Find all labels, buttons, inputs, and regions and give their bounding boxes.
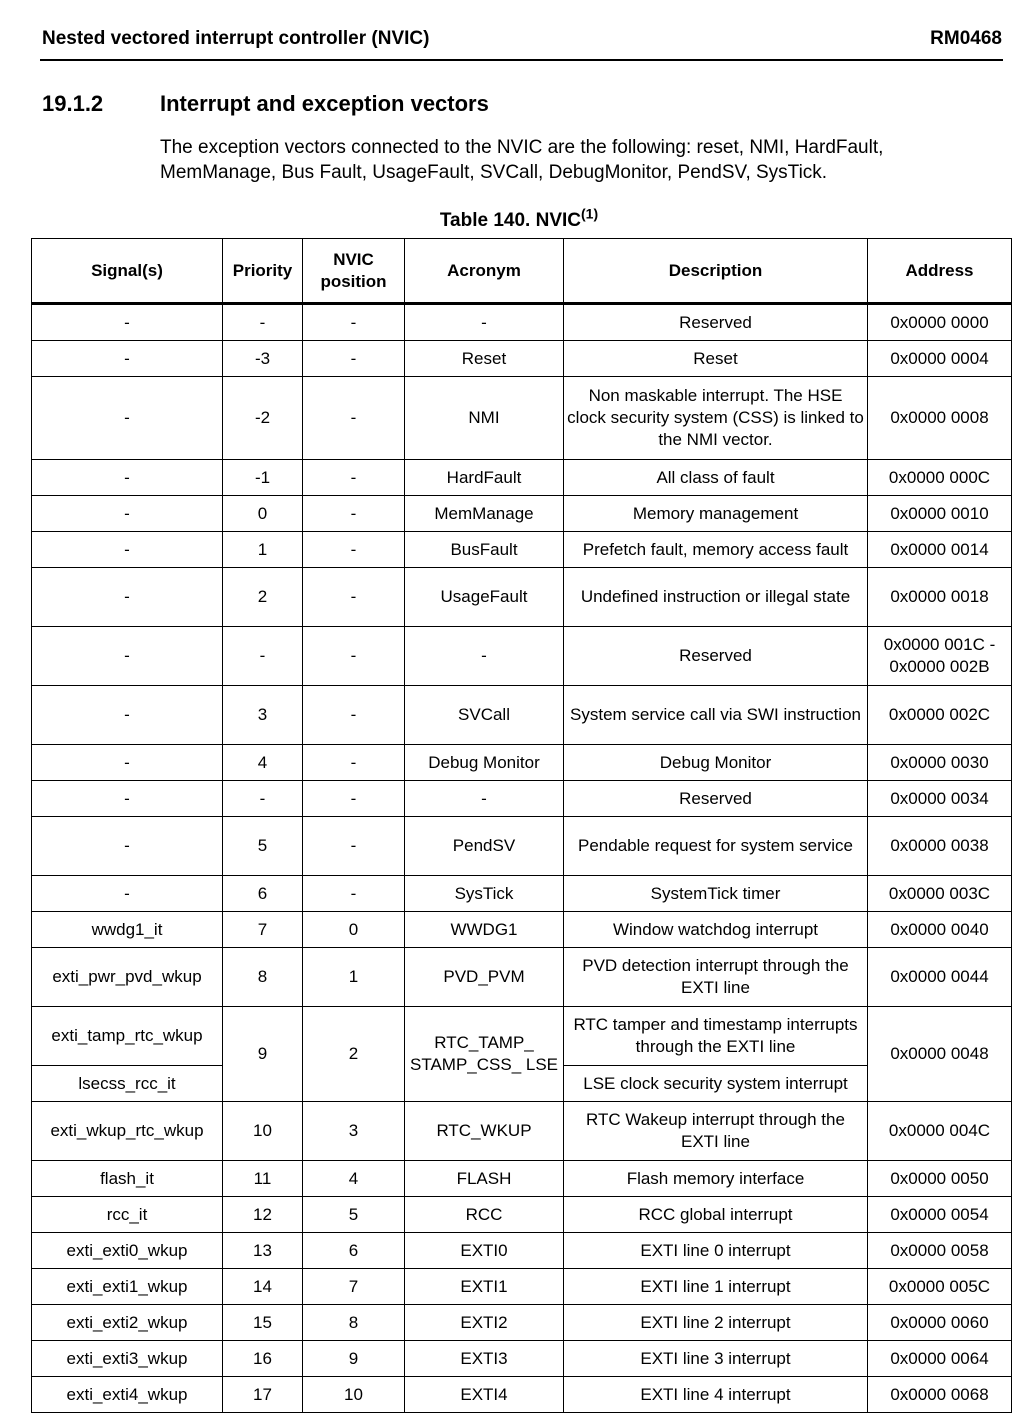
cell-description: Debug Monitor [564, 745, 868, 781]
cell-position: - [303, 817, 405, 876]
cell-acronym: BusFault [405, 532, 564, 568]
cell-description: EXTI line 4 interrupt [564, 1377, 868, 1413]
cell-signal: - [32, 496, 223, 532]
cell-acronym: Debug Monitor [405, 745, 564, 781]
running-header-title: Nested vectored interrupt controller (NVIC) [42, 28, 430, 49]
cell-signal: - [32, 568, 223, 627]
cell-address: 0x0000 0034 [868, 781, 1012, 817]
cell-priority: 8 [223, 948, 303, 1007]
cell-description: EXTI line 0 interrupt [564, 1233, 868, 1269]
table-caption [0, 205, 1024, 234]
cell-acronym: UsageFault [405, 568, 564, 627]
table-caption-text: Table 140. NVIC [439, 210, 582, 231]
table-body [32, 304, 1012, 1413]
cell-position: - [303, 304, 405, 341]
cell-position: 8 [303, 1305, 405, 1341]
cell-signal: exti_exti1_wkup [32, 1269, 223, 1305]
table-row [32, 341, 1012, 377]
table-caption-footnote-ref: (1) [581, 205, 599, 222]
cell-priority: 2 [223, 568, 303, 627]
cell-priority: 14 [223, 1269, 303, 1305]
cell-address: 0x0000 0068 [868, 1377, 1012, 1413]
cell-position: - [303, 341, 405, 377]
cell-address: 0x0000 0048 [868, 1007, 1012, 1102]
column-header: NVIC position [303, 239, 405, 304]
cell-priority: - [223, 304, 303, 341]
cell-signal: exti_exti0_wkup [32, 1233, 223, 1269]
cell-acronym: PendSV [405, 817, 564, 876]
cell-address: 0x0000 0064 [868, 1341, 1012, 1377]
table-row [32, 1377, 1012, 1413]
cell-priority: 17 [223, 1377, 303, 1413]
cell-description: System service call via SWI instruction [564, 686, 868, 745]
table-row [32, 568, 1012, 627]
cell-position: 0 [303, 912, 405, 948]
cell-acronym: HardFault [405, 460, 564, 496]
table-row [32, 686, 1012, 745]
cell-signal: exti_tamp_rtc_wkup [32, 1007, 223, 1066]
section-title: Interrupt and exception vectors [160, 91, 489, 116]
cell-signal: - [32, 460, 223, 496]
cell-signal: wwdg1_it [32, 912, 223, 948]
cell-acronym: EXTI0 [405, 1233, 564, 1269]
cell-description: RTC Wakeup interrupt through the EXTI line [564, 1102, 868, 1161]
cell-description: SystemTick timer [564, 876, 868, 912]
cell-priority: -1 [223, 460, 303, 496]
cell-signal: exti_exti3_wkup [32, 1341, 223, 1377]
cell-priority: 4 [223, 745, 303, 781]
cell-priority: 10 [223, 1102, 303, 1161]
cell-acronym: RCC [405, 1197, 564, 1233]
cell-priority: 16 [223, 1341, 303, 1377]
cell-priority: 15 [223, 1305, 303, 1341]
cell-address: 0x0000 0004 [868, 341, 1012, 377]
cell-priority: 3 [223, 686, 303, 745]
cell-address: 0x0000 005C [868, 1269, 1012, 1305]
table-row [32, 496, 1012, 532]
section-number: 19.1.2 [42, 91, 104, 116]
cell-address: 0x0000 0044 [868, 948, 1012, 1007]
cell-description: Non maskable interrupt. The HSE clock security system (CSS) is linked to the NMI vector. [564, 377, 868, 460]
cell-signal: - [32, 745, 223, 781]
cell-description: Window watchdog interrupt [564, 912, 868, 948]
table-row [32, 912, 1012, 948]
cell-address: 0x0000 0000 [868, 304, 1012, 341]
table-row [32, 1161, 1012, 1197]
cell-address: 0x0000 0058 [868, 1233, 1012, 1269]
cell-signal: - [32, 876, 223, 912]
cell-description: EXTI line 2 interrupt [564, 1305, 868, 1341]
cell-address: 0x0000 0054 [868, 1197, 1012, 1233]
cell-priority: -3 [223, 341, 303, 377]
table-row [32, 627, 1012, 686]
cell-address: 0x0000 002C [868, 686, 1012, 745]
cell-signal: - [32, 686, 223, 745]
cell-position: - [303, 686, 405, 745]
cell-priority: 1 [223, 532, 303, 568]
cell-position: 4 [303, 1161, 405, 1197]
cell-description: EXTI line 3 interrupt [564, 1341, 868, 1377]
table-row [32, 1341, 1012, 1377]
cell-acronym: WWDG1 [405, 912, 564, 948]
cell-description: Pendable request for system service [564, 817, 868, 876]
cell-position: - [303, 568, 405, 627]
section-intro-paragraph: The exception vectors connected to the NVIC are the following: reset, NMI, HardFault, MemManage, Bus Fault, UsageFault, SVCall, DebugMonitor, PendSV, SysTick. [160, 137, 884, 183]
cell-signal: - [32, 532, 223, 568]
cell-description: Undefined instruction or illegal state [564, 568, 868, 627]
table-row [32, 1269, 1012, 1305]
cell-address: 0x0000 004C [868, 1102, 1012, 1161]
cell-description: All class of fault [564, 460, 868, 496]
cell-address: 0x0000 0008 [868, 377, 1012, 460]
cell-priority: 0 [223, 496, 303, 532]
cell-description: Reserved [564, 627, 868, 686]
table-row [32, 745, 1012, 781]
cell-position: - [303, 496, 405, 532]
cell-address: 0x0000 0030 [868, 745, 1012, 781]
cell-signal: - [32, 377, 223, 460]
cell-position: 1 [303, 948, 405, 1007]
nvic-table [31, 238, 1012, 1413]
cell-position: - [303, 377, 405, 460]
cell-address: 0x0000 0050 [868, 1161, 1012, 1197]
cell-description: PVD detection interrupt through the EXTI line [564, 948, 868, 1007]
cell-priority: 6 [223, 876, 303, 912]
cell-signal: rcc_it [32, 1197, 223, 1233]
cell-acronym: EXTI2 [405, 1305, 564, 1341]
cell-priority: - [223, 627, 303, 686]
cell-priority: -2 [223, 377, 303, 460]
cell-signal: - [32, 817, 223, 876]
cell-acronym: FLASH [405, 1161, 564, 1197]
cell-priority: 9 [223, 1007, 303, 1102]
cell-address: 0x0000 0060 [868, 1305, 1012, 1341]
cell-description: Flash memory interface [564, 1161, 868, 1197]
running-header-doc-id: RM0468 [930, 28, 1002, 49]
cell-description: EXTI line 1 interrupt [564, 1269, 868, 1305]
cell-priority: 12 [223, 1197, 303, 1233]
cell-acronym: SysTick [405, 876, 564, 912]
cell-position: 10 [303, 1377, 405, 1413]
cell-position: 7 [303, 1269, 405, 1305]
cell-priority: 13 [223, 1233, 303, 1269]
cell-description: RTC tamper and timestamp interrupts through the EXTI line [564, 1007, 868, 1066]
cell-priority: 5 [223, 817, 303, 876]
cell-acronym: MemManage [405, 496, 564, 532]
cell-signal: - [32, 627, 223, 686]
cell-position: 9 [303, 1341, 405, 1377]
cell-position: 3 [303, 1102, 405, 1161]
cell-signal: flash_it [32, 1161, 223, 1197]
cell-description: Reset [564, 341, 868, 377]
cell-signal: - [32, 781, 223, 817]
cell-signal: - [32, 341, 223, 377]
cell-signal: exti_exti4_wkup [32, 1377, 223, 1413]
cell-position: - [303, 532, 405, 568]
cell-signal: exti_wkup_rtc_wkup [32, 1102, 223, 1161]
column-header: Acronym [405, 239, 564, 304]
cell-acronym: RTC_TAMP_ STAMP_CSS_ LSE [405, 1007, 564, 1102]
table-row [32, 532, 1012, 568]
cell-signal: exti_pwr_pvd_wkup [32, 948, 223, 1007]
cell-address: 0x0000 0040 [868, 912, 1012, 948]
table-row [32, 1305, 1012, 1341]
cell-address: 0x0000 0018 [868, 568, 1012, 627]
cell-priority: 7 [223, 912, 303, 948]
cell-acronym: PVD_PVM [405, 948, 564, 1007]
header-divider [40, 59, 1003, 61]
table-row [32, 304, 1012, 341]
cell-description: Reserved [564, 781, 868, 817]
table-row [32, 1197, 1012, 1233]
table-row [32, 1233, 1012, 1269]
table-row [32, 781, 1012, 817]
cell-signal: exti_exti2_wkup [32, 1305, 223, 1341]
cell-priority: 11 [223, 1161, 303, 1197]
cell-address: 0x0000 001C - 0x0000 002B [868, 627, 1012, 686]
table-header-row [32, 239, 1012, 304]
cell-signal: - [32, 304, 223, 341]
cell-position: - [303, 876, 405, 912]
table-row [32, 876, 1012, 912]
column-header: Priority [223, 239, 303, 304]
cell-position: 6 [303, 1233, 405, 1269]
cell-signal: lsecss_rcc_it [32, 1066, 223, 1102]
cell-acronym: EXTI4 [405, 1377, 564, 1413]
table-row [32, 948, 1012, 1007]
cell-address: 0x0000 0014 [868, 532, 1012, 568]
cell-acronym: EXTI1 [405, 1269, 564, 1305]
cell-acronym: - [405, 781, 564, 817]
cell-position: 5 [303, 1197, 405, 1233]
table-row [32, 460, 1012, 496]
cell-position: 2 [303, 1007, 405, 1102]
cell-acronym: SVCall [405, 686, 564, 745]
cell-description: LSE clock security system interrupt [564, 1066, 868, 1102]
cell-position: - [303, 460, 405, 496]
cell-acronym: EXTI3 [405, 1341, 564, 1377]
cell-acronym: NMI [405, 377, 564, 460]
cell-description: Prefetch fault, memory access fault [564, 532, 868, 568]
cell-description: Reserved [564, 304, 868, 341]
table-row [32, 817, 1012, 876]
cell-address: 0x0000 0010 [868, 496, 1012, 532]
cell-acronym: Reset [405, 341, 564, 377]
cell-acronym: RTC_WKUP [405, 1102, 564, 1161]
cell-description: Memory management [564, 496, 868, 532]
cell-position: - [303, 745, 405, 781]
cell-address: 0x0000 000C [868, 460, 1012, 496]
column-header: Signal(s) [32, 239, 223, 304]
cell-description: RCC global interrupt [564, 1197, 868, 1233]
column-header: Address [868, 239, 1012, 304]
cell-address: 0x0000 003C [868, 876, 1012, 912]
table-row [32, 1007, 1012, 1066]
cell-acronym: - [405, 627, 564, 686]
cell-acronym: - [405, 304, 564, 341]
cell-position: - [303, 781, 405, 817]
column-header: Description [564, 239, 868, 304]
table-row [32, 377, 1012, 460]
cell-address: 0x0000 0038 [868, 817, 1012, 876]
table-row [32, 1102, 1012, 1161]
cell-position: - [303, 627, 405, 686]
cell-priority: - [223, 781, 303, 817]
